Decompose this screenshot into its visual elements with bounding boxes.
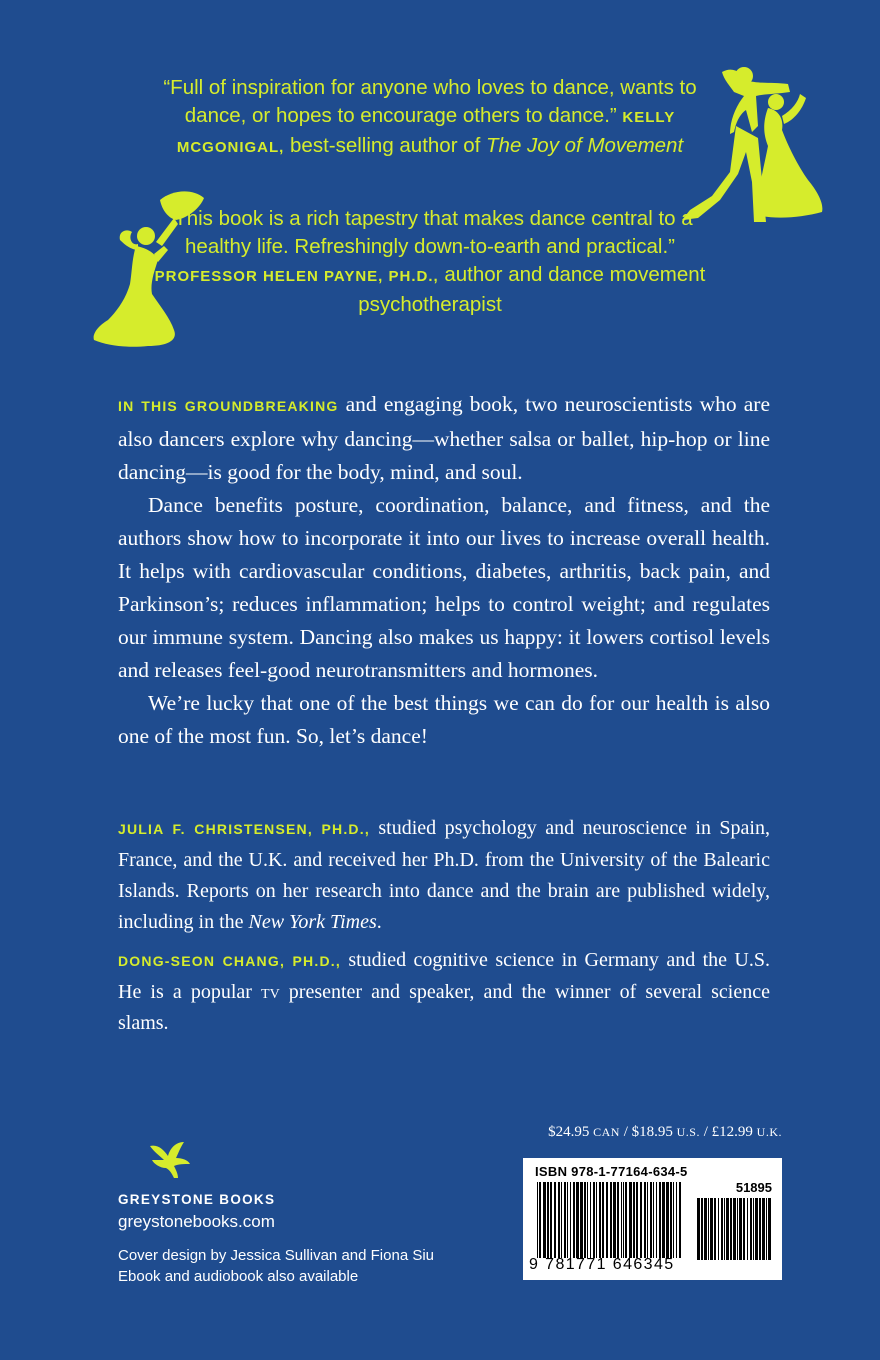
barcode-bar [673,1182,674,1258]
barcode-bar [629,1182,632,1258]
barcode-bar [701,1198,703,1260]
barcode-bar [766,1198,767,1260]
barcode-bar [636,1182,638,1258]
barcode-bar [659,1182,661,1258]
barcode-bar [576,1182,579,1258]
barcode-bar [650,1182,652,1258]
description-paragraph: We’re lucky that one of the best things we can do for our health is also one of the most fun. So, let’s dance! [118,691,770,748]
barcode-bar [670,1182,672,1258]
barcode-bar [547,1182,549,1258]
barcode-bar [739,1198,742,1260]
blurb-quote: “This book is a rich tapestry that makes dance central to a healthy life. Refreshingly down-to-earth and practical.” [167,207,693,258]
barcode-bar [676,1182,677,1258]
barcode-bar [580,1182,583,1258]
barcode-bar [679,1182,681,1258]
price-us-label: U.S. [676,1125,700,1139]
barcode-bar [573,1182,575,1258]
ean-digits: 9 781771 646345 [529,1256,675,1273]
barcode-bar [602,1182,604,1258]
barcode-bar [647,1182,648,1258]
price-can: $24.95 [548,1124,590,1140]
barcode-bar [710,1198,713,1260]
description-text: and engaging book, two neuroscientists who are also dancers explore why dancing—whether salsa or ballet, hip-hop or line dancing—is good for the body, mind, and soul. [118,392,771,484]
author-bio-christensen: JULIA F. CHRISTENSEN, PH.D., studied psychology and neuroscience in Spain, France, and the U.K. and received her Ph.D. from the University of the Balearic Islands. Reports on her research into dance and the brain are published widely, including in the New York Times. [118,817,770,933]
description-lead-in: IN THIS GROUNDBREAKING [118,398,339,414]
author-bio-chang: DONG-SEON CHANG, PH.D., studied cognitive science in Germany and the U.S. He is a popular tv presenter and speaker, and the winner of several science slams. [118,949,770,1034]
barcode-bar [708,1198,709,1260]
barcode-bar [590,1182,591,1258]
barcode-bar [753,1198,754,1260]
barcode-bar [543,1182,546,1258]
barcode-bar [587,1182,588,1258]
barcode-bar [656,1182,657,1258]
barcode-bar [653,1182,654,1258]
blurb-source-name: KELLY MCGONIGAL, [176,109,676,156]
isbn-barcode [523,1158,782,1280]
barcode-bar [564,1182,566,1258]
isbn-number: ISBN 978-1-77164-634-5 [535,1164,688,1179]
barcode-bar [584,1182,586,1258]
author-name: JULIA F. CHRISTENSEN, PH.D., [118,821,370,837]
barcode-main-bars [537,1182,681,1258]
author-name: DONG-SEON CHANG, PH.D., [118,953,341,969]
price-list: $24.95 CAN / $18.95 U.S. / £12.99 U.K. [548,1124,782,1140]
barcode-bar [704,1198,707,1260]
blurb-helen-payne [150,205,710,319]
author-bio-text: studied psychology and neuroscience in Spain, France, and the U.K. and received her Ph.D. from the University of the Balearic Islands. Reports on her research into dance and the brain are published widely, including in the [118,817,770,933]
blurb-kelly-mcgonigal [150,74,710,162]
barcode-bar [537,1182,538,1258]
bird-icon [148,1140,192,1180]
barcode-bar [724,1198,725,1260]
price-uk-label: U.K. [756,1125,782,1139]
barcode-bar [697,1198,700,1260]
barcode-bar [768,1198,771,1260]
barcode-bar [759,1198,761,1260]
barcode-bar [714,1198,716,1260]
barcode-bar [718,1198,719,1260]
book-description [118,388,770,753]
barcode-bar [662,1182,665,1258]
blurb-quote: “Full of inspiration for anyone who loves to dance, wants to dance, or hopes to encourage others to dance.” [163,76,697,127]
price-uk: £12.99 [711,1124,753,1140]
barcode-bar [730,1198,732,1260]
barcode-bar [733,1198,736,1260]
blurb-source-name: PROFESSOR HELEN PAYNE, PH.D., [154,268,439,285]
barcode-bar [623,1182,624,1258]
barcode-bar [726,1198,729,1260]
author-bio-publication: New York Times [248,911,377,933]
barcode-bar [640,1182,642,1258]
format-availability: Ebook and audiobook also available [118,1268,359,1285]
barcode-addon-bars [697,1198,771,1260]
barcode-bar [567,1182,568,1258]
barcode-bar [617,1182,619,1258]
barcode-bar [599,1182,601,1258]
barcode-bar [721,1198,723,1260]
barcode-bar [550,1182,552,1258]
blurb-source-role: author and dance movement psychotherapist [358,263,706,316]
barcode-bar [570,1182,571,1258]
barcode-bar [593,1182,595,1258]
barcode-bar [621,1182,622,1258]
barcode-bar [747,1198,748,1260]
price-can-label: CAN [593,1125,620,1139]
barcode-bar [644,1182,646,1258]
barcode-bar [625,1182,627,1258]
description-paragraph [118,388,770,489]
blurb-source-role: best-selling author of [284,134,487,157]
barcode-bar [539,1182,541,1258]
barcode-bar [606,1182,608,1258]
publisher-name: GREYSTONE BOOKS [118,1192,276,1207]
barcode-bar [743,1198,745,1260]
publisher-url[interactable]: greystonebooks.com [118,1212,275,1231]
blurb-source-book: The Joy of Movement [486,134,684,157]
price-us: $18.95 [631,1124,673,1140]
barcode-bar [762,1198,765,1260]
author-bio-text: studied cognitive science in Germany and the U.S. He is a popular [118,949,770,1003]
barcode-bar [610,1182,612,1258]
barcode-bar [633,1182,635,1258]
cover-design-credit: Cover design by Jessica Sullivan and Fiona Siu [118,1247,435,1264]
barcode-bar [666,1182,669,1258]
barcode-bar [750,1198,752,1260]
barcode-price-code: 51895 [735,1180,772,1195]
barcode-bar [596,1182,597,1258]
barcode-bar [737,1198,738,1260]
barcode-bar [755,1198,758,1260]
barcode-bar [554,1182,556,1258]
barcode-bar [558,1182,560,1258]
description-paragraph: Dance benefits posture, coordination, balance, and fitness, and the authors show how to incorporate it into our lives to increase overall health. It helps with cardiovascular conditions, diabetes, arthritis, back pain, and Parkinson’s; reduces inflammation; helps to control weight; and regulates our immune system. Dancing also makes us happy: it lowers cortisol levels and releases feel-good neurotransmitters and hormones. [118,493,770,682]
barcode-bar [613,1182,616,1258]
barcode-bar [561,1182,562,1258]
